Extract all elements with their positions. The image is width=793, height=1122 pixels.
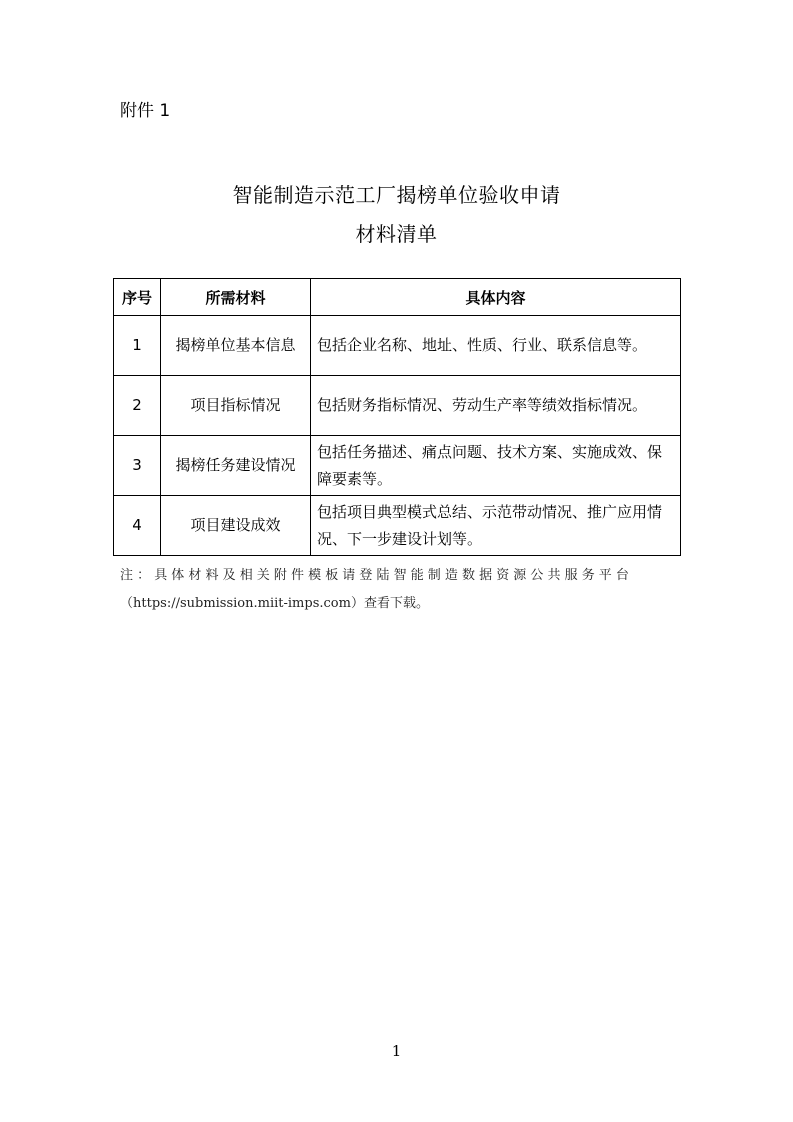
header-content: 具体内容	[311, 279, 681, 316]
row-material: 揭榜任务建设情况	[161, 436, 311, 496]
row-material: 项目建设成效	[161, 496, 311, 556]
table-row	[114, 436, 681, 496]
row-number: 4	[114, 496, 161, 556]
row-content: 包括企业名称、地址、性质、行业、联系信息等。	[311, 316, 681, 376]
page-number: 1	[391, 1042, 402, 1060]
footnote-line1: 注：具体材料及相关附件模板请登陆智能制造数据资源公共服务平台	[120, 568, 634, 583]
row-number: 3	[114, 436, 161, 496]
table-row	[114, 376, 681, 436]
row-content: 包括任务描述、痛点问题、技术方案、实施成效、保障要素等。	[311, 436, 681, 496]
header-material: 所需材料	[161, 279, 311, 316]
header-number: 序号	[114, 279, 161, 316]
materials-table	[113, 278, 681, 556]
footnote-line2: （https://submission.miit-imps.com）查看下载。	[120, 596, 429, 611]
row-content: 包括财务指标情况、劳动生产率等绩效指标情况。	[311, 376, 681, 436]
attachment-label: 附件 1	[120, 101, 171, 121]
table-row	[114, 316, 681, 376]
table-row	[114, 496, 681, 556]
row-content: 包括项目典型模式总结、示范带动情况、推广应用情况、下一步建设计划等。	[311, 496, 681, 556]
document-title-line2: 材料清单	[355, 222, 438, 246]
row-material: 项目指标情况	[161, 376, 311, 436]
row-material: 揭榜单位基本信息	[161, 316, 311, 376]
table-header-row	[114, 279, 681, 316]
document-title-line1: 智能制造示范工厂揭榜单位验收申请	[232, 183, 561, 207]
footnote	[120, 562, 660, 618]
row-number: 2	[114, 376, 161, 436]
row-number: 1	[114, 316, 161, 376]
